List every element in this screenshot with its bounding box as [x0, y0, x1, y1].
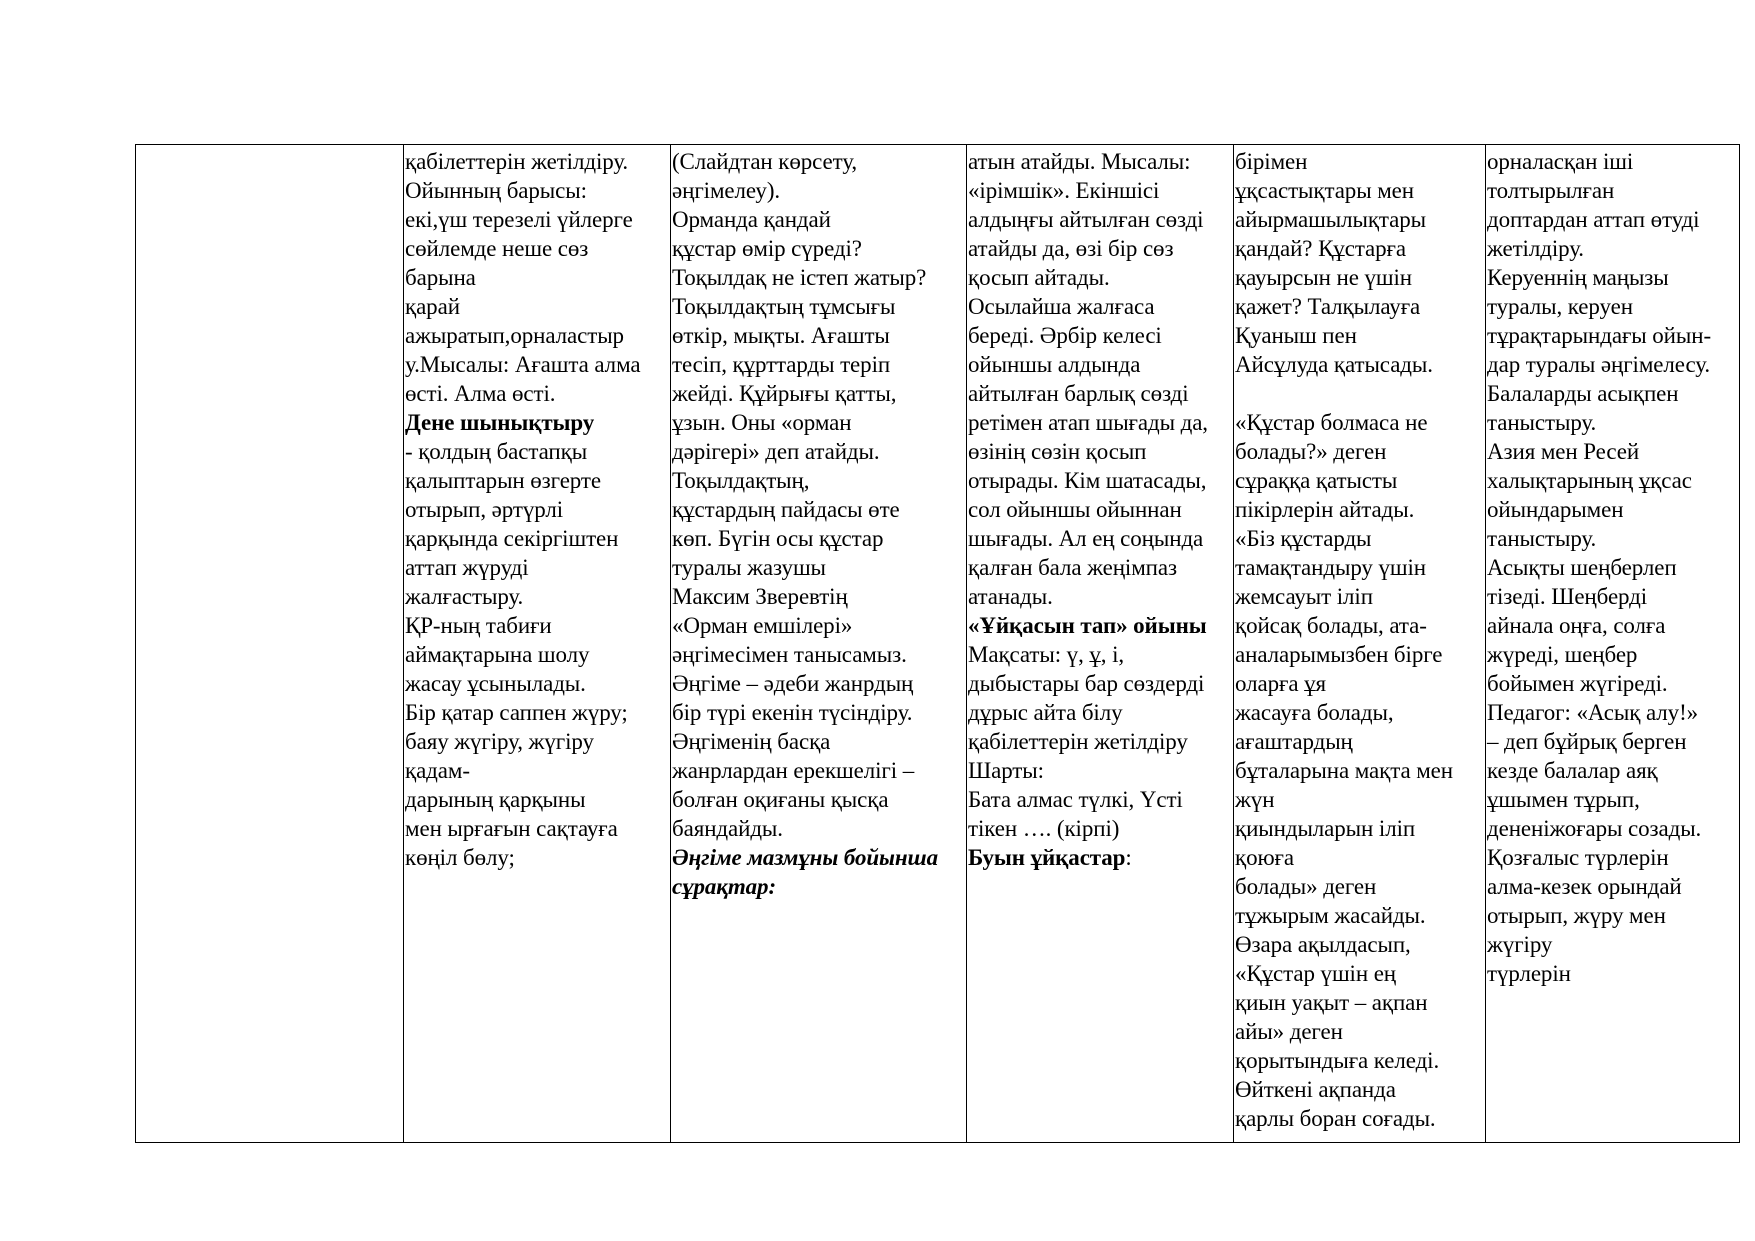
- text-line-content: бойымен жүгіреді.: [1487, 671, 1668, 696]
- table-cell-col-6: [1486, 145, 1740, 1143]
- text-line-content: қоюға: [1235, 845, 1294, 870]
- text-line: [1487, 727, 1739, 756]
- text-line: [1235, 553, 1485, 582]
- text-line: [672, 872, 966, 901]
- table-cell-col-3: [671, 145, 967, 1143]
- text-line: [1487, 466, 1739, 495]
- text-line-content: көңіл бөлу;: [405, 845, 515, 870]
- text-line: [1487, 176, 1739, 205]
- text-line-content: қарай: [405, 294, 460, 319]
- text-line-content: өткір, мықты. Ағашты: [672, 323, 890, 348]
- text-line: [672, 292, 966, 321]
- text-line-content: Максим Зверевтің: [672, 584, 848, 609]
- text-line-content: Тоқылдақ не істеп жатыр?: [672, 265, 927, 290]
- text-line-content: құстардың пайдасы өте: [672, 497, 900, 522]
- text-line: [968, 698, 1233, 727]
- text-line: [672, 466, 966, 495]
- text-line-content: жанрлардан ерекшелігі –: [672, 758, 915, 783]
- text-line-content: Мақсаты: ү, ұ, і,: [968, 642, 1125, 667]
- text-line-content: бірімен: [1235, 149, 1308, 174]
- text-line-content: туралы жазушы: [672, 555, 826, 580]
- text-line-content: тізеді. Шеңберді: [1487, 584, 1648, 609]
- text-line: [405, 756, 670, 785]
- text-line-content: айырмашылықтары: [1235, 207, 1426, 232]
- text-line-content: Асықты шеңберлеп: [1487, 555, 1677, 580]
- text-line: [1487, 814, 1739, 843]
- text-line: [672, 727, 966, 756]
- text-line: [1487, 669, 1739, 698]
- text-line-content: ажыратып,орналастыр: [405, 323, 624, 348]
- text-line: [968, 466, 1233, 495]
- text-line: [968, 611, 1233, 640]
- text-line-content: ҚР-ның табиғи: [405, 613, 552, 638]
- text-line: [672, 640, 966, 669]
- text-line: [405, 669, 670, 698]
- text-line-content: Айсұлуда қатысады.: [1235, 352, 1433, 377]
- text-line: [968, 553, 1233, 582]
- text-line-content: «ірімшік». Екіншісі: [968, 178, 1160, 203]
- text-line: [968, 814, 1233, 843]
- text-line: [405, 553, 670, 582]
- text-line: [405, 524, 670, 553]
- text-line-content: тұрақтарындағы ойын-: [1487, 323, 1712, 348]
- text-line: [968, 785, 1233, 814]
- text-line-content: туралы, керуен: [1487, 294, 1633, 319]
- text-line-content: ұшымен тұрып,: [1487, 787, 1640, 812]
- text-line: [405, 350, 670, 379]
- text-line: [1235, 756, 1485, 785]
- text-line: [1235, 524, 1485, 553]
- text-line: [672, 176, 966, 205]
- text-line-content: кезде балалар аяқ: [1487, 758, 1658, 783]
- text-line-content: тамақтандыру үшін: [1235, 555, 1426, 580]
- text-line: [968, 147, 1233, 176]
- text-line-content: жүреді, шеңбер: [1487, 642, 1638, 667]
- text-line: [1235, 582, 1485, 611]
- text-line: [968, 495, 1233, 524]
- text-line-content: ойындарымен: [1487, 497, 1624, 522]
- text-line-content: аттап жүруді: [405, 555, 529, 580]
- text-line-content: қауырсын не үшін: [1235, 265, 1412, 290]
- text-line-content: қажет? Талқылауға: [1235, 294, 1421, 319]
- text-line: [405, 466, 670, 495]
- text-line-content: - қолдың бастапқы: [405, 439, 588, 464]
- text-line-content: тұжырым жасайды.: [1235, 903, 1426, 928]
- text-line: [1235, 1104, 1485, 1133]
- text-line-content: дұрыс айта білу: [968, 700, 1123, 725]
- text-line: [672, 553, 966, 582]
- text-line-content: «Құстар үшін ең: [1235, 961, 1397, 986]
- text-line-content: таныстыру.: [1487, 410, 1597, 435]
- text-line-content: Шарты:: [968, 758, 1044, 783]
- text-line: [968, 727, 1233, 756]
- text-line-content: отырады. Кім шатасады,: [968, 468, 1207, 493]
- text-line-content: жүгіру: [1487, 932, 1553, 957]
- text-line: [672, 669, 966, 698]
- text-line-content: жүн: [1235, 787, 1275, 812]
- text-line: [1487, 843, 1739, 872]
- text-line: [1235, 408, 1485, 437]
- text-line: [1487, 292, 1739, 321]
- text-line-content: қиын уақыт – ақпан: [1235, 990, 1428, 1015]
- text-line: [672, 205, 966, 234]
- table-cell-col-5: [1234, 145, 1486, 1143]
- text-line: [1487, 553, 1739, 582]
- text-line: [1235, 495, 1485, 524]
- text-line-content: айы» деген: [1235, 1019, 1343, 1044]
- text-line-content: Ойынның барысы:: [405, 178, 587, 203]
- text-line: [405, 785, 670, 814]
- text-line: [405, 408, 670, 437]
- text-line: [968, 263, 1233, 292]
- text-line-content: дарының қарқыны: [405, 787, 586, 812]
- text-line-content: айнала оңға, солға: [1487, 613, 1666, 638]
- text-line: [1487, 495, 1739, 524]
- text-line: [1235, 234, 1485, 263]
- table-cell-col-1: [136, 145, 404, 1143]
- text-line-content: қосып айтады.: [968, 265, 1110, 290]
- text-line: [968, 640, 1233, 669]
- text-line: [1235, 321, 1485, 350]
- text-line-content: болады?» деген: [1235, 439, 1387, 464]
- text-line: [405, 437, 670, 466]
- text-line-content: қандай? Құстарға: [1235, 236, 1407, 261]
- text-line-content: әңгімелеу).: [672, 178, 781, 203]
- text-line: [405, 176, 670, 205]
- text-line-content: болады» деген: [1235, 874, 1377, 899]
- text-line: [968, 205, 1233, 234]
- text-line: [968, 524, 1233, 553]
- text-line: [405, 727, 670, 756]
- text-line: [672, 408, 966, 437]
- text-line-content: оларға ұя: [1235, 671, 1326, 696]
- text-line: [672, 611, 966, 640]
- text-line: [1235, 640, 1485, 669]
- text-line: [1487, 437, 1739, 466]
- text-line-content: халықтарының ұқсас: [1487, 468, 1692, 493]
- text-line-content: қалыптарын өзгерте: [405, 468, 601, 493]
- text-line: [1487, 234, 1739, 263]
- text-line: [405, 321, 670, 350]
- text-line: [1235, 147, 1485, 176]
- text-line: [405, 147, 670, 176]
- text-line: [405, 843, 670, 872]
- text-line-content: Азия мен Ресей: [1487, 439, 1640, 464]
- text-line: [1487, 147, 1739, 176]
- text-line: [968, 408, 1233, 437]
- text-line-content: Өзара ақылдасып,: [1235, 932, 1411, 957]
- text-line: [405, 234, 670, 263]
- text-line: [405, 379, 670, 408]
- text-line: [1487, 959, 1739, 988]
- text-line-content: жемсауыт іліп: [1235, 584, 1373, 609]
- text-line: [672, 437, 966, 466]
- text-line-content: қорытындыға келеді.: [1235, 1048, 1440, 1073]
- text-line: [1235, 1075, 1485, 1104]
- text-line: [405, 640, 670, 669]
- text-line: [1235, 1046, 1485, 1075]
- text-line-content: ретімен атап шығады да,: [968, 410, 1208, 435]
- text-line-content: мен ырғағын сақтауға: [405, 816, 618, 841]
- text-line: [968, 437, 1233, 466]
- text-line: [405, 611, 670, 640]
- text-line: [405, 698, 670, 727]
- text-line-content: болған оқиғаны қысқа: [672, 787, 889, 812]
- text-line-content: отырып, әртүрлі: [405, 497, 563, 522]
- text-line-content: әңгімесімен танысамыз.: [672, 642, 907, 667]
- text-line-content: (Слайдтан көрсету,: [672, 149, 858, 174]
- text-line-content: түрлерін: [1487, 961, 1571, 986]
- text-line-content: пікірлерін айтады.: [1235, 497, 1415, 522]
- text-line: [672, 350, 966, 379]
- text-line: [1235, 379, 1485, 408]
- text-line: [1487, 524, 1739, 553]
- text-line-content: ойыншы алдында: [968, 352, 1141, 377]
- text-line: [672, 756, 966, 785]
- text-line: [1235, 698, 1485, 727]
- text-line-content: құстар өмір сүреді?: [672, 236, 862, 261]
- text-line: [968, 234, 1233, 263]
- text-line: [968, 176, 1233, 205]
- text-line-content: көп. Бүгін осы құстар: [672, 526, 884, 551]
- text-line: [1235, 1017, 1485, 1046]
- text-line-content: сұраққа қатысты: [1235, 468, 1398, 493]
- text-line-content: Әңгіме – әдеби жанрдың: [672, 671, 914, 696]
- text-line-content: қиындыларын іліп: [1235, 816, 1416, 841]
- text-line: [1235, 292, 1485, 321]
- text-line: [672, 814, 966, 843]
- text-line: [1235, 205, 1485, 234]
- text-line: [968, 350, 1233, 379]
- text-line: [1487, 698, 1739, 727]
- text-line-content: баяндайды.: [672, 816, 783, 841]
- text-line-content: «Орман емшілері»: [672, 613, 853, 638]
- text-line-content: қабілеттерін жетілдіру.: [405, 149, 629, 174]
- text-line: [1235, 437, 1485, 466]
- text-line: [1235, 814, 1485, 843]
- text-line-content: Балаларды асықпен: [1487, 381, 1679, 406]
- text-line-content: Бір қатар саппен жүру;: [405, 700, 628, 725]
- text-line-content: бір түрі екенін түсіндіру.: [672, 700, 913, 725]
- text-line-content: тікен …. (кірпі): [968, 816, 1120, 841]
- text-line-content: Осылайша жалғаса: [968, 294, 1155, 319]
- text-line-content: доптардан аттап өтуді: [1487, 207, 1700, 232]
- text-line-content: атайды да, өзі бір сөз: [968, 236, 1174, 261]
- text-line-content: бұталарына мақта мен: [1235, 758, 1453, 783]
- text-line-content: Тоқылдақтың,: [672, 468, 810, 493]
- text-line-content: Педагог: «Асық алу!»: [1487, 700, 1699, 725]
- text-line-content: таныстыру.: [1487, 526, 1597, 551]
- text-line: [405, 205, 670, 234]
- text-line: [1487, 263, 1739, 292]
- text-line: [1487, 756, 1739, 785]
- text-line: [405, 582, 670, 611]
- text-line: [1235, 466, 1485, 495]
- plan-table: [135, 144, 1740, 1143]
- text-line: [405, 814, 670, 843]
- text-line-content: жалғастыру.: [405, 584, 524, 609]
- text-line-content: Қозғалыс түрлерін: [1487, 845, 1669, 870]
- text-line-content: барына: [405, 265, 476, 290]
- text-line-content: «Ұйқасын тап» ойыны: [968, 613, 1207, 638]
- text-line: [672, 582, 966, 611]
- text-line: [1487, 408, 1739, 437]
- text-line-tail: :: [1125, 845, 1132, 870]
- text-line: [1235, 959, 1485, 988]
- text-line-content: толтырылған: [1487, 178, 1615, 203]
- text-line: [1235, 901, 1485, 930]
- text-line-content: дененіжоғары созады.: [1487, 816, 1702, 841]
- table-cell-col-2: [404, 145, 671, 1143]
- text-line-content: ұқсастықтары мен: [1235, 178, 1414, 203]
- text-line: [672, 147, 966, 176]
- text-line-content: қадам-: [405, 758, 470, 783]
- text-line-content: Әңгіменің басқа: [672, 729, 831, 754]
- text-line-content: аймақтарына шолу: [405, 642, 590, 667]
- text-line: [1487, 785, 1739, 814]
- text-line: [1487, 930, 1739, 959]
- text-line-content: ағаштардың: [1235, 729, 1353, 754]
- text-line-content: аналарымызбен бірге: [1235, 642, 1443, 667]
- text-line: [1235, 930, 1485, 959]
- text-line-content: сұрақтар:: [672, 874, 777, 899]
- text-line: [1235, 988, 1485, 1017]
- text-line-content: атанады.: [968, 584, 1053, 609]
- text-line-content: дыбыстары бар сөздерді: [968, 671, 1205, 696]
- text-line-content: орналасқан іші: [1487, 149, 1634, 174]
- text-line-content: Дене шынықтыру: [405, 410, 595, 435]
- text-line-content: сол ойыншы ойыннан: [968, 497, 1182, 522]
- text-line: [1487, 350, 1739, 379]
- text-line-content: баяу жүгіру, жүгіру: [405, 729, 594, 754]
- text-line-content: Керуеннің маңызы: [1487, 265, 1669, 290]
- text-line-content: өсті. Алма өсті.: [405, 381, 556, 406]
- text-line-content: жетілдіру.: [1487, 236, 1584, 261]
- text-line: [1235, 263, 1485, 292]
- text-line: [672, 785, 966, 814]
- text-line-content: тесіп, құрттарды теріп: [672, 352, 891, 377]
- text-line: [1487, 379, 1739, 408]
- text-line-content: Тоқылдақтың тұмсығы: [672, 294, 896, 319]
- text-line: [968, 292, 1233, 321]
- text-line-content: дәрігері» деп атайды.: [672, 439, 880, 464]
- text-line-content: қалған бала жеңімпаз: [968, 555, 1177, 580]
- text-line-content: қарқында секіргіштен: [405, 526, 619, 551]
- table-row: [136, 145, 1740, 1143]
- text-line: [1487, 321, 1739, 350]
- text-line: [1235, 350, 1485, 379]
- text-line-content: шығады. Ал ең соңында: [968, 526, 1204, 551]
- text-line: [1235, 727, 1485, 756]
- text-line: [968, 582, 1233, 611]
- text-line-content: атын атайды. Мысалы:: [968, 149, 1191, 174]
- text-line: [1235, 872, 1485, 901]
- text-line-content: алма-кезек орындай: [1487, 874, 1682, 899]
- text-line-content: Өйткені ақпанда: [1235, 1077, 1396, 1102]
- text-line: [405, 292, 670, 321]
- text-line: [405, 495, 670, 524]
- text-line-content: айтылған барлық сөзді: [968, 381, 1189, 406]
- text-line-content: Әңгіме мазмұны бойынша: [672, 845, 939, 870]
- text-line: [1487, 582, 1739, 611]
- text-line-content: жасауға болады,: [1235, 700, 1394, 725]
- text-line: [1487, 901, 1739, 930]
- text-line-content: «Біз құстарды: [1235, 526, 1372, 551]
- text-line-content: у.Мысалы: Ағашта алма: [405, 352, 641, 377]
- table-cell-col-4: [967, 145, 1234, 1143]
- text-line: [1487, 640, 1739, 669]
- text-line-content: Буын ұйқастар: [968, 845, 1126, 870]
- text-line-content: береді. Әрбір келесі: [968, 323, 1162, 348]
- text-line-content: Қуаныш пен: [1235, 323, 1357, 348]
- text-line: [968, 756, 1233, 785]
- text-line: [672, 263, 966, 292]
- text-line: [1235, 785, 1485, 814]
- text-line: [672, 698, 966, 727]
- text-line-content: ұзын. Оны «орман: [672, 410, 852, 435]
- text-line: [1235, 669, 1485, 698]
- text-line: [1487, 205, 1739, 234]
- text-line: [672, 321, 966, 350]
- text-line: [1235, 611, 1485, 640]
- text-line: [968, 843, 1233, 872]
- text-line-content: сөйлемде неше сөз: [405, 236, 589, 261]
- text-line-content: өзінің сөзін қосып: [968, 439, 1147, 464]
- text-line-content: жейді. Құйрығы қатты,: [672, 381, 897, 406]
- text-line-content: алдыңғы айтылған сөзді: [968, 207, 1204, 232]
- text-line-content: Орманда қандай: [672, 207, 831, 232]
- text-line-content: жасау ұсынылады.: [405, 671, 586, 696]
- text-line-content: қойсақ болады, ата-: [1235, 613, 1427, 638]
- text-line: [405, 263, 670, 292]
- text-line: [672, 234, 966, 263]
- text-line: [1235, 843, 1485, 872]
- text-line: [968, 379, 1233, 408]
- text-line: [672, 495, 966, 524]
- text-line: [1487, 872, 1739, 901]
- text-line: [672, 843, 966, 872]
- text-line-content: «Құстар болмаса не: [1235, 410, 1428, 435]
- text-line-content: қабілеттерін жетілдіру: [968, 729, 1188, 754]
- text-line: [1235, 176, 1485, 205]
- text-line: [672, 524, 966, 553]
- text-line-content: дар туралы әңгімелесу.: [1487, 352, 1711, 377]
- text-line: [968, 669, 1233, 698]
- text-line-content: екі,үш терезелі үйлерге: [405, 207, 633, 232]
- text-line: [1487, 611, 1739, 640]
- text-line: [968, 321, 1233, 350]
- text-line-content: – деп бұйрық берген: [1487, 729, 1687, 754]
- text-line-content: отырып, жүру мен: [1487, 903, 1666, 928]
- text-line: [672, 379, 966, 408]
- text-line-content: қарлы боран соғады.: [1235, 1106, 1436, 1131]
- text-line-content: Бата алмас түлкі, Үсті: [968, 787, 1183, 812]
